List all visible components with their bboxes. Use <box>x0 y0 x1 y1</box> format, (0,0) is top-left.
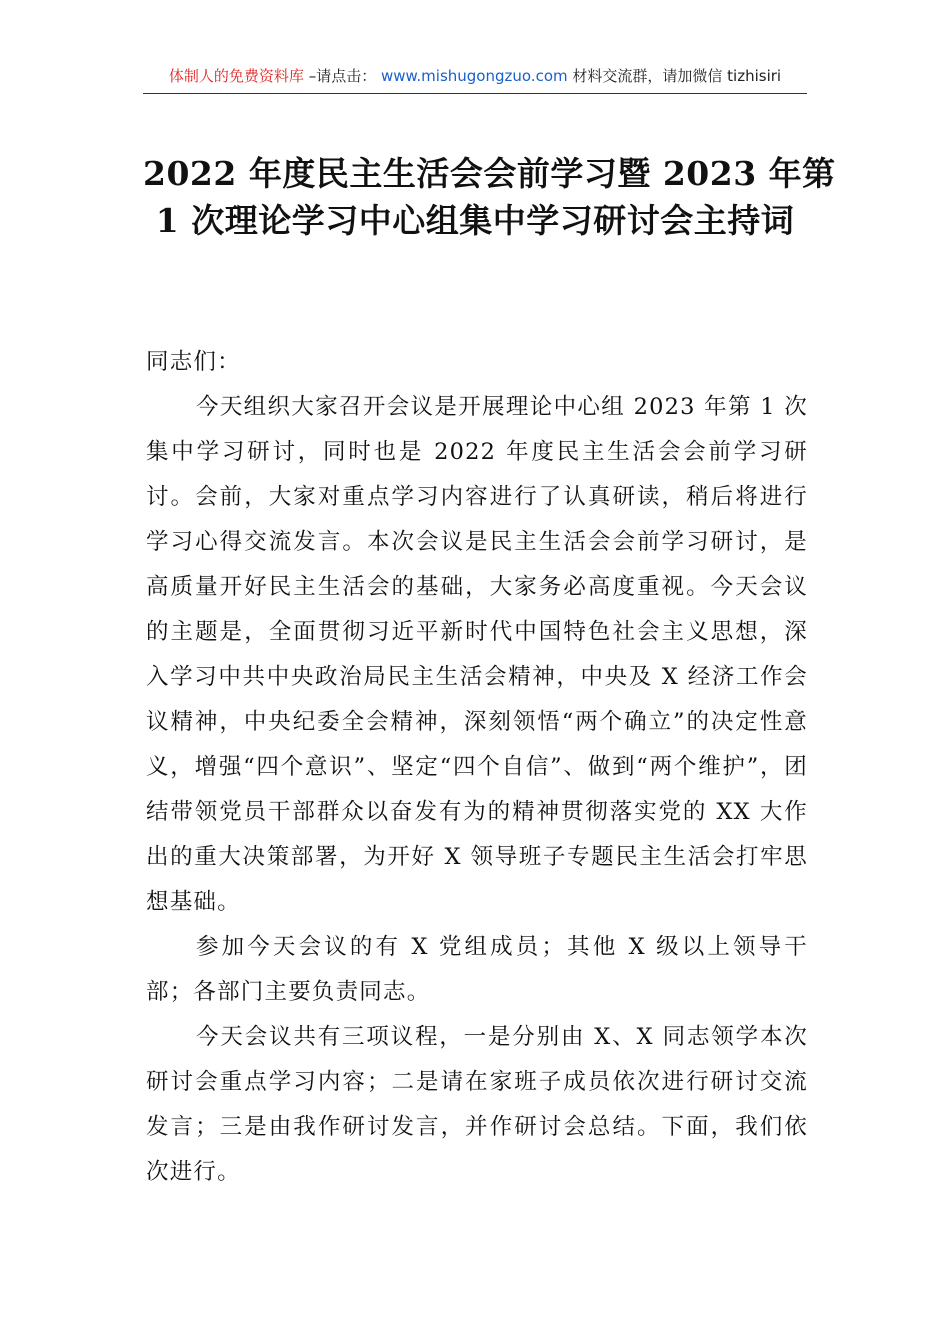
title-line-2: 1 次理论学习中心组集中学习研讨会主持词 <box>155 201 795 240</box>
paragraph-2: 参加今天会议的有 X 党组成员；其他 X 级以上领导干部；各部门主要负责同志。 <box>146 934 808 1005</box>
header-url-link[interactable]: www.mishugongzuo.com <box>380 67 568 85</box>
title-line-1: 2022 年度民主生活会会前学习暨 2023 年第 <box>143 154 836 193</box>
page-header <box>143 66 807 86</box>
paragraph-1: 今天组织大家召开会议是开展理论中心组 2023 年第 1 次集中学习研讨，同时也是 2022 年度民主生活会会前学习研讨。会前，大家对重点学习内容进行了认真研读，稍后将进行学习心得交流发言。本次会议是民主生活会会前学习研讨，是高质量开好民主生活会的基础，大家务必高度重视。今天会议的主题是，全面贯彻习近平新时代中国特色社会主义思想，深入学习中共中央政治局民主生活会精神，中央及 X 经济工作会议精神，中央纪委全会精神，深刻领悟“两个确立”的决定性意义，增强“四个意识”、坚定“四个自信”、做到“两个维护”，团结带领党员干部群众以奋发有为的精神贯彻落实党的 XX 大作出的重大决策部署，为开好 X 领导班子专题民主生活会打牢思想基础。 <box>146 394 808 915</box>
header-note: 材料交流群，请加微信 tizhisiri <box>572 67 782 85</box>
paragraph-3: 今天会议共有三项议程，一是分别由 X、X 同志领学本次研讨会重点学习内容；二是请在家班子成员依次进行研讨交流发言；三是由我作研讨发言，并作研讨会总结。下面，我们依次进行。 <box>146 1024 808 1185</box>
document-title <box>143 150 836 244</box>
header-brand: 体制人的免费资料库 <box>168 67 304 85</box>
header-prompt: –请点击： <box>308 67 377 85</box>
document-body <box>146 340 808 1195</box>
header-divider <box>143 93 807 94</box>
salutation: 同志们： <box>146 349 241 375</box>
